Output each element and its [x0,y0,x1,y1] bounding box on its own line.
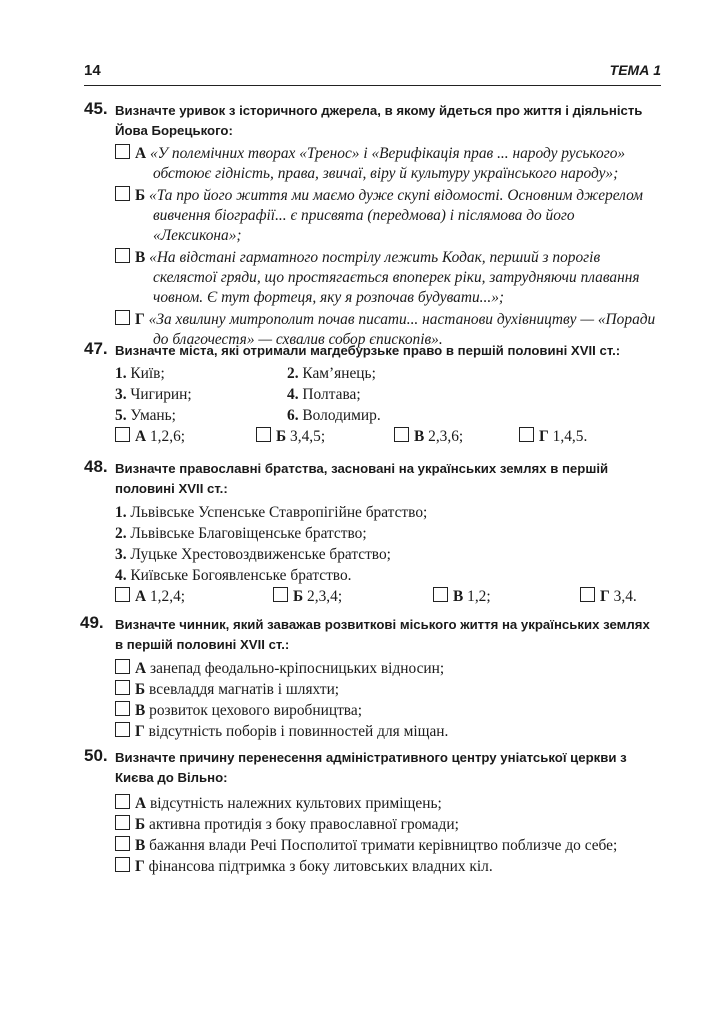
answer-c[interactable]: В 1,2; [433,586,491,607]
option-c[interactable] [115,248,661,308]
question-50 [84,748,661,877]
question-number: 49. [80,613,104,632]
option-a[interactable]: А відсутність належних культових приміщень; [115,793,661,814]
question-48 [84,459,661,607]
option-b[interactable]: Б активна протидія з боку православної громади; [115,814,661,835]
list-row [115,363,661,384]
answer-checkbox[interactable] [115,587,130,602]
question-45 [84,101,661,350]
list-row [115,405,661,426]
option-letter: А [135,145,147,162]
answer-row [115,586,661,607]
header-rule [84,85,661,86]
answer-checkbox[interactable] [115,857,130,872]
list-item: 4. Київське Богоявленське братство. [115,567,352,584]
answer-c[interactable]: В 2,3,6; [394,426,463,447]
option-b[interactable] [115,186,661,246]
question-text: Визначте причину перенесення адміністративного центру уніатської церкви з Києва до Вільно: [115,750,627,785]
option-d[interactable]: Г фінансова підтримка з боку литовських владних кіл. [115,856,661,877]
answer-checkbox[interactable] [115,427,130,442]
question-number: 47. [84,339,108,358]
list-item: 3. Луцьке Хрестовоздвиженське братство; [115,546,391,563]
list-item: 1. Львівське Успенське Ставропігійне братство; [115,504,428,521]
question-text: Визначте православні братства, засновані на українських землях в першій половині XVII ст.: [115,461,609,496]
answer-b[interactable]: Б 3,4,5; [256,426,325,447]
option-c[interactable]: В бажання влади Речі Посполитої тримати керівництво поблизче до себе; [115,835,661,856]
answer-row [115,426,661,447]
option-letter: В [135,249,146,266]
answer-d[interactable]: Г 1,4,5. [519,426,587,447]
question-49 [80,613,661,742]
answer-b[interactable]: Б 2,3,4; [273,586,342,607]
question-47 [84,341,661,447]
answer-checkbox[interactable] [115,701,130,716]
list-item: 6. Володимир. [287,407,381,424]
answer-checkbox[interactable] [256,427,271,442]
answer-checkbox[interactable] [115,659,130,674]
question-number: 45. [84,99,108,118]
answer-checkbox[interactable] [580,587,595,602]
list-item: 3. Чигирин; [115,386,192,403]
answer-a[interactable]: А 1,2,6; [115,426,185,447]
answer-a[interactable]: А 1,2,4; [115,586,185,607]
list-row [115,384,661,405]
option-c[interactable]: В розвиток цехового виробництва; [115,700,661,721]
answer-checkbox[interactable] [115,722,130,737]
answer-checkbox[interactable] [115,186,130,201]
answer-checkbox[interactable] [115,794,130,809]
list-item: 2. Кам’янець; [287,365,376,382]
option-text: «На відстані гарматного пострілу лежить Кодак, перший з порогів скелястої гряди, що простягається впоперек ріки, затрудняючи плавання човном. Є тут фортеця, яку я розпочав будувати...»; [149,249,640,306]
option-b[interactable]: Б всевладдя магнатів і шляхти; [115,679,661,700]
answer-checkbox[interactable] [273,587,288,602]
option-a[interactable]: А занепад феодально-кріпосницьких відносин; [115,658,661,679]
page-number: 14 [84,62,101,79]
question-text: Визначте чинник, який заважав розвиткові міського життя на українських землях в першій половині XVII ст.: [115,617,650,652]
option-d[interactable]: Г відсутність поборів і повинностей для міщан. [115,721,661,742]
question-text: Визначте уривок з історичного джерела, в якому йдеться про життя і діяльність Йова Борецького: [115,103,643,138]
list-item: 5. Умань; [115,407,176,424]
answer-checkbox[interactable] [115,680,130,695]
answer-checkbox[interactable] [115,836,130,851]
list-item: 1. Київ; [115,365,165,382]
answer-checkbox[interactable] [433,587,448,602]
question-number: 48. [84,457,108,476]
option-text: «У полемічних творах «Тренос» і «Верифікація прав ... народу руського» обстоює гідність, права, звичаї, віру й культуру українського народу»; [149,145,626,182]
list-item: 4. Полтава; [287,386,361,403]
answer-checkbox[interactable] [115,815,130,830]
answer-checkbox[interactable] [115,248,130,263]
question-number: 50. [84,746,108,765]
section-title: ТЕМА 1 [609,62,661,78]
answer-checkbox[interactable] [115,144,130,159]
list-item: 2. Львівське Благовіщенське братство; [115,525,367,542]
answer-d[interactable]: Г 3,4. [580,586,637,607]
option-text: «За хвилину митрополит почав писати... настанови духівництву — «Поради до благочестя» — схвалив собор єпископів». [148,311,656,348]
option-letter: Б [135,187,146,204]
answer-checkbox[interactable] [394,427,409,442]
question-text: Визначте міста, які отримали магдебурзьке право в першій половині XVII ст.: [115,343,621,358]
answer-checkbox[interactable] [115,310,130,325]
option-text: «Та про його життя ми маємо дуже скупі відомості. Основним джерелом вивчення біографії... є присвята (передмова) і післямова до його «Лексикона»; [149,187,643,244]
answer-checkbox[interactable] [519,427,534,442]
option-a[interactable] [115,144,661,184]
option-letter: Г [135,311,145,328]
